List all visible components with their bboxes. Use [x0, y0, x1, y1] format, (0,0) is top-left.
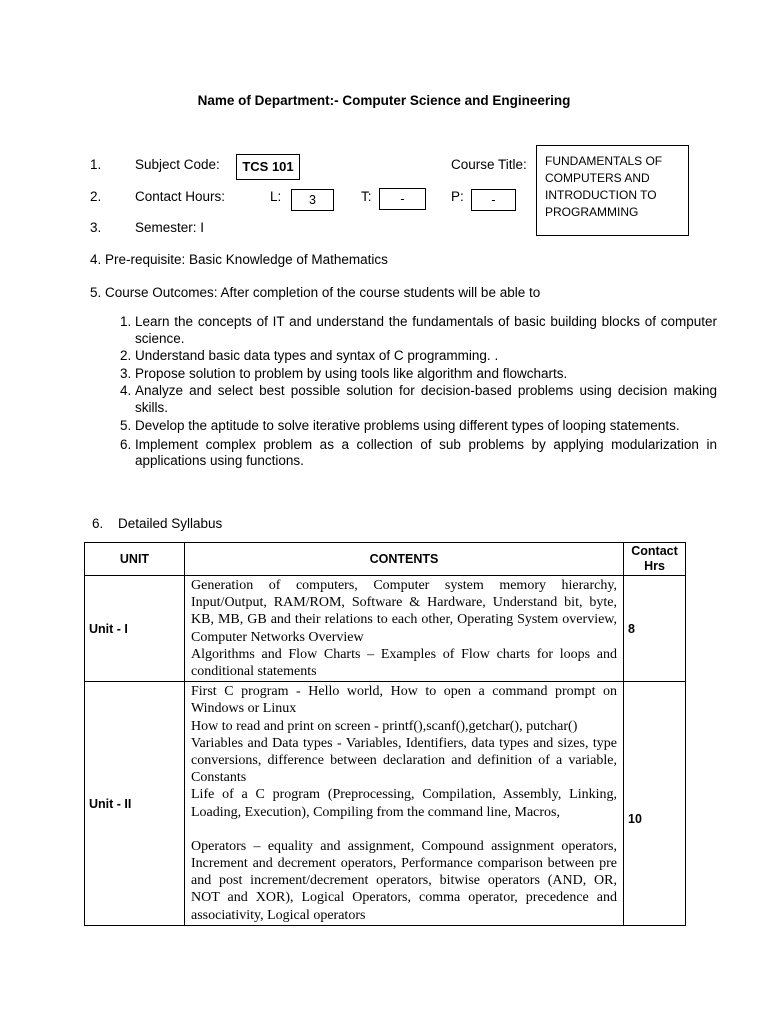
department-heading: Name of Department:- Computer Science and Engineering: [197, 93, 571, 108]
outcome-item: 5. Develop the aptitude to solve iterative problems using different types of looping statements.: [135, 417, 717, 436]
unit-hours: 10: [624, 682, 686, 926]
lecture-label: L:: [270, 189, 282, 204]
content-paragraph: Algorithms and Flow Charts – Examples of Flow charts for loops and conditional statements: [191, 646, 617, 680]
unit-contents: [185, 682, 624, 926]
course-title-label: Course Title:: [451, 157, 527, 172]
syllabus-number: 6.: [92, 516, 104, 531]
content-paragraph: Life of a C program (Preprocessing, Compilation, Assembly, Linking, Loading, Execution), Compiling from the command line, Macros,: [191, 787, 617, 820]
item-number-3: 3.: [90, 220, 102, 235]
semester-label: Semester: I: [135, 220, 205, 235]
syllabus-table: [84, 542, 686, 926]
outcome-item: 1. Learn the concepts of IT and understand the fundamentals of basic building blocks of computer science.: [135, 314, 717, 347]
unit-column-header: UNIT: [85, 543, 185, 576]
course-outcomes-heading: 5. Course Outcomes: After completion of the course students will be able to: [90, 285, 541, 300]
outcome-item: 2. Understand basic data types and syntax of C programming. .: [135, 348, 717, 365]
contact-hrs-column-header: Contact Hrs: [624, 543, 686, 576]
content-paragraph: Generation of computers, Computer system memory hierarchy, Input/Output, RAM/ROM, Software & Hardware, Understand bit, byte, KB, MB, GB and their relations to each other, Operating System overview, Computer Networks Overview: [191, 578, 617, 645]
unit-name: Unit - I: [85, 576, 185, 682]
course-outcomes-list: [95, 314, 717, 471]
course-title-value: FUNDAMENTALS OF COMPUTERS AND INTRODUCTION TO PROGRAMMING: [536, 145, 689, 236]
item-number-1: 1.: [90, 157, 102, 172]
table-row: [85, 682, 686, 926]
subject-code-label: Subject Code:: [135, 157, 220, 172]
outcome-item: 4. Analyze and select best possible solution for decision-based problems using decision making skills.: [135, 383, 717, 416]
outcome-item: 6. Implement complex problem as a collection of sub problems by applying modularization in applications using functions.: [135, 437, 717, 470]
content-paragraph: Operators – equality and assignment, Compound assignment operators, Increment and decrement operators, Performance comparison between pre and post increment/decrement operators, bitwise operators (AND, OR, NOT and XOR), Logical Operators, comma operator, precedence and associativity, Logical operators: [191, 838, 617, 923]
practical-hours-value: -: [471, 189, 516, 211]
practical-label: P:: [451, 189, 464, 204]
lecture-hours-value: 3: [291, 189, 334, 211]
table-header-row: [85, 543, 686, 576]
content-paragraph: First C program - Hello world, How to open a command prompt on Windows or Linux: [191, 684, 617, 717]
contents-column-header: CONTENTS: [185, 543, 624, 576]
table-row: [85, 576, 686, 682]
unit-name: Unit - II: [85, 682, 185, 926]
item-number-2: 2.: [90, 189, 102, 204]
unit-contents: [185, 576, 624, 682]
unit-hours: 8: [624, 576, 686, 682]
tutorial-label: T:: [361, 189, 372, 204]
contact-hours-label: Contact Hours:: [135, 189, 226, 204]
prerequisite: 4. Pre-requisite: Basic Knowledge of Mathematics: [90, 252, 388, 267]
syllabus-heading: Detailed Syllabus: [118, 516, 223, 531]
content-paragraph: How to read and print on screen - printf(),scanf(),getchar(), putchar(): [191, 718, 578, 734]
content-paragraph: Variables and Data types - Variables, Identifiers, data types and sizes, type conversions, difference between declaration and definition of a variable, Constants: [191, 735, 617, 786]
tutorial-hours-value: -: [379, 188, 426, 210]
subject-code-value: TCS 101: [236, 154, 300, 180]
outcome-item: 3. Propose solution to problem by using tools like algorithm and flowcharts.: [135, 366, 717, 383]
